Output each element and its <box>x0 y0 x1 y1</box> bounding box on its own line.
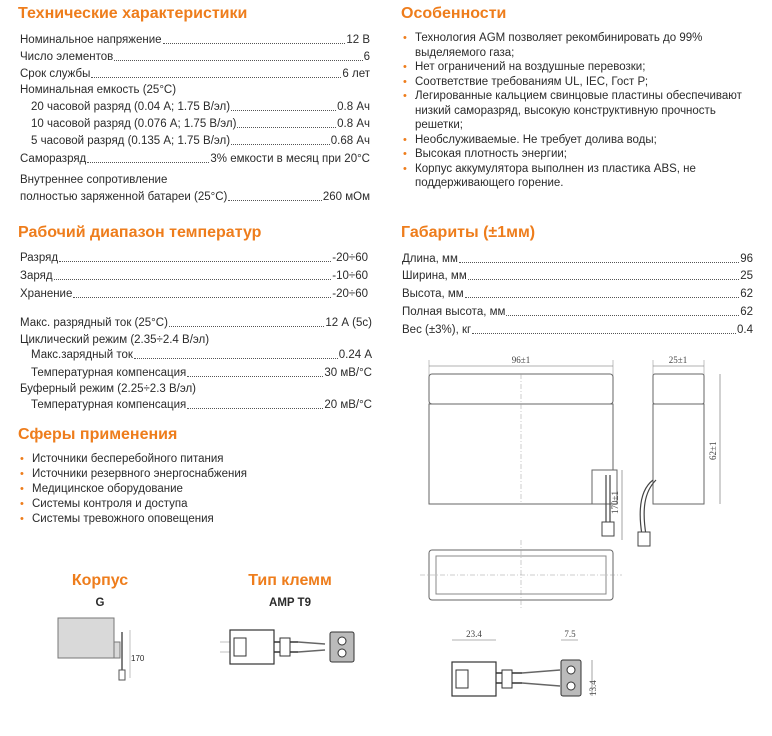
dim-height-text: 62±1 <box>708 441 718 460</box>
case-value: G <box>95 597 105 609</box>
temp-cyclic-label: Циклический режим (2.35÷2.4 В/эл) <box>20 334 210 346</box>
dim-t1-text: 23.4 <box>466 629 482 639</box>
temp-row-comp2: Температурная компенсация 20 мВ/°С <box>31 399 372 411</box>
list-item: • Системы контроля и доступа <box>18 497 247 512</box>
spec-row-life: Срок службы 6 лет <box>20 68 370 80</box>
list-item: • Системы тревожного оповещения <box>18 512 247 527</box>
terminal-drawing <box>220 622 360 672</box>
temp-row-discharge: Разряд -20÷60 <box>20 252 368 264</box>
applications-list <box>18 452 247 527</box>
dim-t3-text: 13.4 <box>588 680 598 696</box>
spec-row-cap20: 20 часовой разряд (0.04 А; 1.75 В/эл) 0.8 Ач <box>31 101 370 113</box>
dim-row-length: Длина, мм 96 <box>402 253 753 265</box>
applications-title: Сферы применения <box>18 426 178 443</box>
dimension-drawing <box>410 350 760 730</box>
spec-resistance-label: Внутреннее сопротивление <box>20 174 168 186</box>
temp-row-max-current: Макс. разрядный ток (25°C) 12 А (5с) <box>20 317 372 329</box>
spec-row-voltage: Номинальное напряжение 12 В <box>20 34 370 46</box>
case-drawing <box>52 612 152 684</box>
temp-row-storage: Хранение -20÷60 <box>20 288 368 300</box>
terminal-title: Тип клемм <box>248 572 332 589</box>
specs-title: Технические характеристики <box>18 5 248 22</box>
list-item: • Источники бесперебойного питания <box>18 452 247 467</box>
features-title: Особенности <box>401 5 507 22</box>
list-item: • Необслуживаемые. Не требует долива воды; <box>401 133 761 148</box>
dim-row-height: Высота, мм 62 <box>402 288 753 300</box>
terminal-value: AMP T9 <box>269 597 311 609</box>
spec-row-cap10: 10 часовой разряд (0.076 А; 1.75 В/эл) 0.8 Ач <box>31 118 370 130</box>
dim-t2-text: 7.5 <box>564 629 576 639</box>
dim-row-total-height: Полная высота, мм 62 <box>402 306 753 318</box>
spec-row-self-discharge: Саморазряд 3% емкости в месяц при 20°C <box>20 153 370 165</box>
temps-title: Рабочий диапазон температур <box>18 224 262 241</box>
dim-width-text: 25±1 <box>668 355 688 365</box>
dimensions-title: Габариты (±1мм) <box>401 224 536 241</box>
features-list <box>401 31 761 191</box>
list-item: • Соответствие требованиям UL, IEC, Гост Р; <box>401 75 761 90</box>
dim-length-text: 96±1 <box>511 355 531 365</box>
list-item: • Технология AGM позволяет рекомбинировать до 99% выделяемого газа; <box>401 31 761 60</box>
dim-row-width: Ширина, мм 25 <box>402 270 753 282</box>
list-item: • Медицинское оборудование <box>18 482 247 497</box>
spec-capacity-label: Номинальная емкость (25°C) <box>20 84 177 96</box>
list-item: • Корпус аккумулятора выполнен из пластика ABS, не поддерживающего горение. <box>401 162 761 191</box>
spec-row-resistance: полностью заряженной батареи (25°C) 260 мОм <box>20 191 370 203</box>
list-item: • Легированные кальцием свинцовые пластины обеспечивают низкий саморазряд, высокую конструктивную прочность решетки; <box>401 89 761 133</box>
temp-row-charge: Заряд -10÷60 <box>20 270 368 282</box>
list-item: • Высокая плотность энергии; <box>401 147 761 162</box>
dim-wire-text: 170±1 <box>610 491 620 514</box>
list-item: • Нет ограничений на воздушные перевозки; <box>401 60 761 75</box>
temp-row-comp1: Температурная компенсация 30 мВ/°С <box>31 367 372 379</box>
case-dim-label: 170 <box>131 654 145 663</box>
spec-row-cap5: 5 часовой разряд (0.135 А; 1.75 В/эл) 0.68 Ач <box>31 135 370 147</box>
case-title: Корпус <box>71 572 129 589</box>
list-item: • Источники резервного энергоснабжения <box>18 467 247 482</box>
spec-row-cells: Число элементов 6 <box>20 51 370 63</box>
temp-float-label: Буферный режим (2.25÷2.3 В/эл) <box>20 383 197 395</box>
temp-row-max-charge: Макс.зарядный ток 0.24 А <box>31 349 372 361</box>
dim-row-weight: Вес (±3%), кг 0.4 <box>402 324 753 336</box>
